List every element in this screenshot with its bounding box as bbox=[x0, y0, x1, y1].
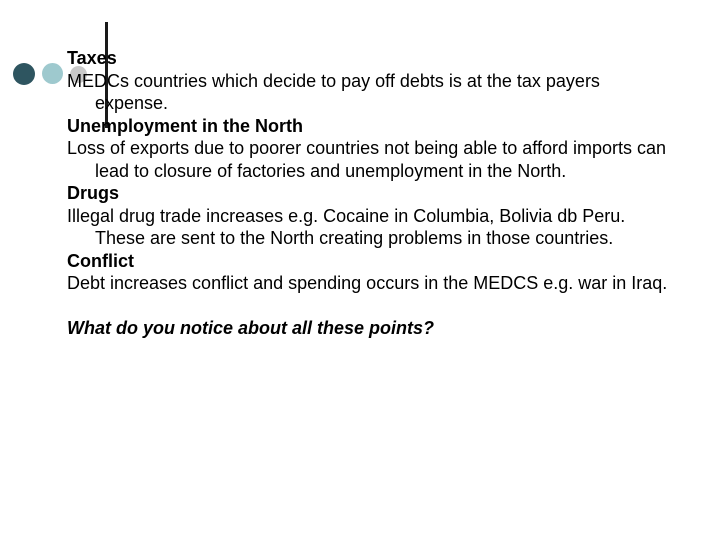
heading-taxes: Taxes bbox=[67, 48, 117, 68]
decorative-dot-medium bbox=[42, 63, 63, 84]
text-drugs: Illegal drug trade increases e.g. Cocaine in Columbia, Bolivia db Peru. These are sent to the North creating problems in those countries. bbox=[67, 205, 626, 248]
heading-unemployment: Unemployment in the North bbox=[67, 115, 304, 136]
text-unemployment: Loss of exports due to poorer countries not being able to afford imports can lead to closure of factories and unemployment in the North. bbox=[67, 138, 667, 181]
text-taxes: MEDCs countries which decide to pay off debts is at the tax payers expense. bbox=[67, 70, 600, 113]
heading-conflict: Conflict bbox=[67, 250, 134, 271]
text-conflict: Debt increases conflict and spending occurs in the MEDCS e.g. war in Iraq. bbox=[67, 273, 668, 293]
slide-content bbox=[67, 47, 677, 339]
heading-drugs: Drugs bbox=[67, 183, 120, 203]
decorative-dot-dark bbox=[13, 63, 35, 85]
discussion-question: What do you notice about all these points? bbox=[67, 317, 435, 338]
